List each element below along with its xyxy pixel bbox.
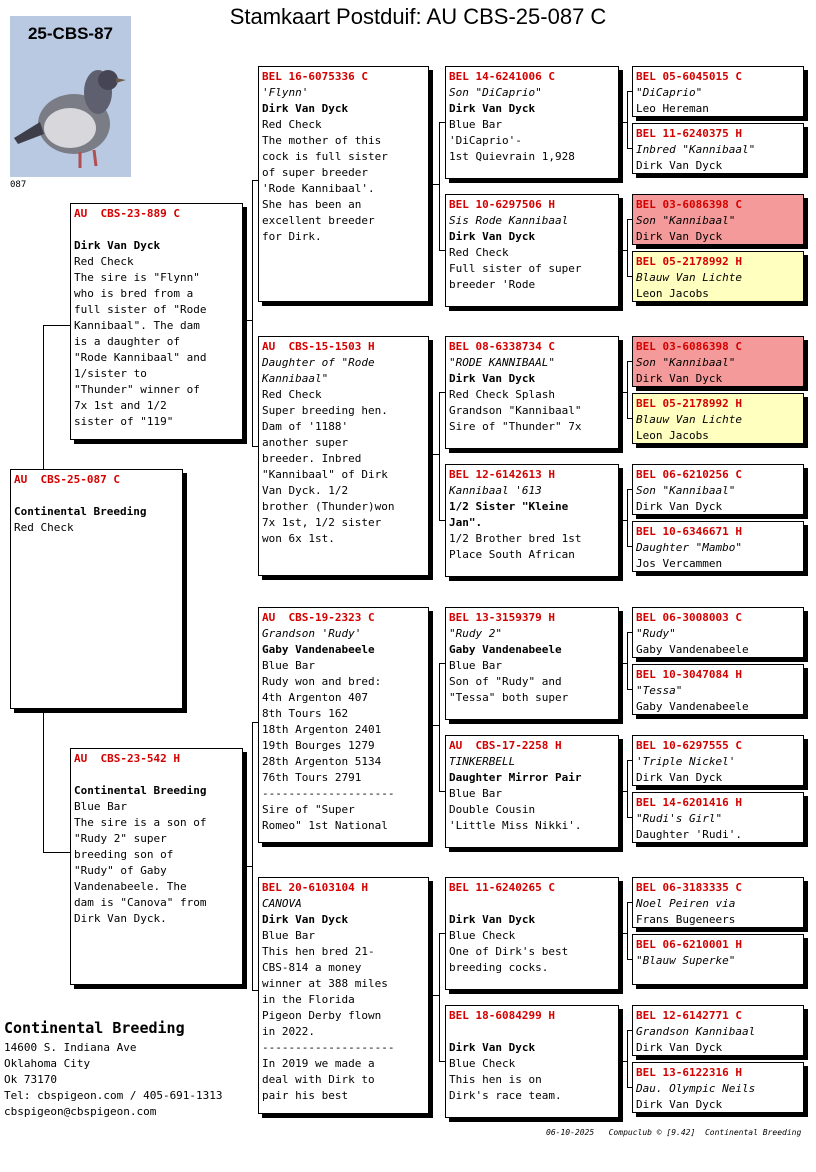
info-line: won 6x 1st. — [262, 532, 335, 545]
info-line: 7x 1st and 1/2 — [74, 399, 167, 412]
ring-number: BEL 14-6241006 C — [449, 70, 555, 83]
pigeon-name: Blauw Van Lichte — [636, 271, 742, 284]
connector-line — [627, 219, 628, 276]
ring-number: BEL 10-6297555 C — [636, 739, 742, 752]
ring-number: BEL 05-6045015 C — [636, 70, 742, 83]
connector-line — [432, 184, 439, 185]
pigeon-card-g1 — [632, 66, 804, 117]
pigeon-name: "Rudy" — [636, 627, 676, 640]
pigeon-breeder: Gaby Vandenabeele — [262, 643, 375, 656]
ring-number: BEL 10-6346671 H — [636, 525, 742, 538]
pigeon-name: Grandson 'Rudy' — [262, 627, 362, 640]
pigeon-name: Son "Kannibaal" — [636, 484, 736, 497]
pigeon-card-g7 — [632, 464, 804, 515]
info-line: Blue Check — [449, 929, 516, 942]
pigeon-name: "RODE KANNIBAAL" — [449, 356, 555, 369]
connector-line — [439, 663, 440, 791]
info-line: Dirk Van Dyck — [636, 159, 723, 172]
info-line: Jos Vercammen — [636, 557, 723, 570]
pigeon-card-ds — [258, 607, 429, 843]
connector-line — [627, 361, 628, 418]
info-line: Full sister of super — [449, 262, 582, 275]
pigeon-name: Blauw Van Lichte — [636, 413, 742, 426]
info-line: 7x 1st, 1/2 sister — [262, 516, 382, 529]
connector-line — [622, 663, 627, 664]
info-line: pair his best — [262, 1089, 349, 1102]
pigeon-breeder: Daughter Mirror Pair — [449, 771, 582, 784]
connector-line — [627, 632, 628, 689]
pigeon-card-g16 — [632, 1062, 804, 1113]
photo-ring-number: 087 — [10, 180, 27, 190]
info-line: 19th Bourges 1279 — [262, 739, 375, 752]
owner-address-2: Oklahoma City — [4, 1057, 91, 1070]
info-line: 'DiCaprio'- — [449, 134, 522, 147]
info-line: of super breeder — [262, 166, 368, 179]
connector-line — [43, 325, 70, 326]
ring-number: BEL 12-6142771 C — [636, 1009, 742, 1022]
pigeon-name: Inbred "Kannibaal" — [636, 143, 756, 156]
info-line: 28th Argenton 5134 — [262, 755, 382, 768]
info-line: Gaby Vandenabeele — [636, 700, 749, 713]
info-line: 8th Tours 162 — [262, 707, 349, 720]
pigeon-card-g6 — [632, 393, 804, 444]
footer: 06-10-2025 Compuclub © [9.42] Continental Breeding — [546, 1128, 802, 1137]
pigeon-card-ss — [258, 66, 429, 302]
pigeon-name: "Blauw Superke" — [636, 954, 736, 967]
connector-line — [43, 709, 44, 852]
ring-number: BEL 08-6338734 C — [449, 340, 555, 353]
ring-number: BEL 06-3008003 C — [636, 611, 742, 624]
info-line: Red Check — [74, 255, 134, 268]
pigeon-name: 'Triple Nickel' — [636, 755, 736, 768]
info-line: 1/2 Brother bred 1st — [449, 532, 582, 545]
info-line: -------------------- — [262, 787, 395, 800]
info-line: "Rudy" of Gaby — [74, 864, 167, 877]
info-line: Pigeon Derby flown — [262, 1009, 382, 1022]
info-line: Leon Jacobs — [636, 287, 709, 300]
info-line: The sire is a son of — [74, 816, 207, 829]
pigeon-card-sds — [445, 336, 619, 449]
pigeon-name: "Rudi's Girl" — [636, 812, 723, 825]
info-line: Dirk Van Dyck — [636, 230, 723, 243]
info-line: 'Little Miss Nikki'. — [449, 819, 582, 832]
pigeon-breeder: Gaby Vandenabeele — [449, 643, 562, 656]
info-line: breeding son of — [74, 848, 174, 861]
pigeon-name: 'Flynn' — [262, 86, 309, 99]
info-line: Red Check — [14, 521, 74, 534]
pigeon-card-g11 — [632, 735, 804, 786]
owner-address-1: 14600 S. Indiana Ave — [4, 1041, 137, 1054]
info-line: breeder 'Rode — [449, 278, 536, 291]
info-line: Super breeding hen. — [262, 404, 388, 417]
ring-number: AU CBS-23-889 C — [74, 207, 180, 220]
pigeon-card-g13 — [632, 877, 804, 928]
info-line: Red Check — [262, 388, 322, 401]
pigeon-card-sire — [70, 203, 243, 440]
pigeon-card-g10 — [632, 664, 804, 715]
ring-number: BEL 18-6084299 H — [449, 1009, 555, 1022]
connector-line — [627, 1030, 628, 1087]
pigeon-card-ddd — [445, 1005, 619, 1118]
ring-number: BEL 06-6210256 C — [636, 468, 742, 481]
pigeon-card-dam — [70, 748, 243, 985]
ring-number: AU CBS-17-2258 H — [449, 739, 562, 752]
ring-number: AU CBS-23-542 H — [74, 752, 180, 765]
info-line: cock is full sister — [262, 150, 388, 163]
connector-line — [245, 866, 252, 867]
info-line: Blue Bar — [449, 118, 502, 131]
pigeon-name — [449, 1024, 615, 1040]
connector-line — [627, 91, 628, 148]
connector-line — [252, 180, 253, 446]
info-line: Dirk Van Dyck — [636, 500, 723, 513]
info-line: Vandenabeele. The — [74, 880, 187, 893]
connector-line — [622, 392, 627, 393]
pigeon-breeder: 1/2 Sister "Kleine Jan". — [449, 500, 569, 529]
info-line: -------------------- — [262, 1041, 395, 1054]
ring-number: AU CBS-15-1503 H — [262, 340, 375, 353]
info-line: Sire of "Thunder" 7x — [449, 420, 582, 433]
ring-number: BEL 12-6142613 H — [449, 468, 555, 481]
pigeon-card-dsd — [445, 735, 619, 848]
ring-number: AU CBS-25-087 C — [14, 473, 120, 486]
info-line: Romeo" 1st National — [262, 819, 388, 832]
info-line: Frans Bugeneers — [636, 913, 736, 926]
info-line: Rudy won and bred: — [262, 675, 382, 688]
ring-number: BEL 03-6086398 C — [636, 340, 742, 353]
pigeon-breeder: Dirk Van Dyck — [449, 1041, 536, 1054]
connector-line — [627, 489, 628, 546]
pigeon-name — [74, 222, 239, 238]
info-line: 1st Quievrain 1,928 — [449, 150, 575, 163]
connector-line — [245, 320, 252, 321]
info-line: Dirk Van Dyck. — [74, 912, 167, 925]
connector-line — [622, 1061, 627, 1062]
ring-number: BEL 20-6103104 H — [262, 881, 368, 894]
info-line: Blue Bar — [449, 787, 502, 800]
connector-line — [622, 791, 627, 792]
info-line: Sire of "Super — [262, 803, 355, 816]
pigeon-card-sdd — [445, 464, 619, 577]
owner-tel: Tel: cbspigeon.com / 405-691-1313 — [4, 1089, 223, 1102]
pigeon-name: "DiCaprio" — [636, 86, 703, 99]
pigeon-breeder: Dirk Van Dyck — [74, 239, 161, 252]
ring-number: BEL 13-3159379 H — [449, 611, 555, 624]
pigeon-breeder: Continental Breeding — [74, 784, 207, 797]
pigeon-card-sd — [258, 336, 429, 576]
info-line: Van Dyck. 1/2 — [262, 484, 349, 497]
pigeon-card-g2 — [632, 123, 804, 174]
info-line: Place South African — [449, 548, 575, 561]
info-line: 'Rode Kannibaal'. — [262, 182, 375, 195]
info-line: in the Florida — [262, 993, 355, 1006]
connector-line — [622, 122, 627, 123]
info-line: The mother of this — [262, 134, 382, 147]
ring-number: BEL 11-6240265 C — [449, 881, 555, 894]
info-line: This hen bred 21- — [262, 945, 375, 958]
info-line: 4th Argenton 407 — [262, 691, 368, 704]
pigeon-name: Daughter "Mambo" — [636, 541, 742, 554]
info-line: brother (Thunder)won — [262, 500, 395, 513]
info-line: dam is "Canova" from — [74, 896, 207, 909]
info-line: 76th Tours 2791 — [262, 771, 362, 784]
pigeon-name: Son "Kannibaal" — [636, 356, 736, 369]
pigeon-name: "Rudy 2" — [449, 627, 502, 640]
info-line: Blue Check — [449, 1057, 516, 1070]
info-line: Red Check Splash — [449, 388, 555, 401]
pigeon-card-g5 — [632, 336, 804, 387]
info-line: "Rode Kannibaal" and — [74, 351, 207, 364]
info-line: Kannibaal". The dam — [74, 319, 200, 332]
connector-line — [439, 122, 440, 250]
info-line: Dam of '1188' — [262, 420, 349, 433]
info-line: "Kannibaal" of Dirk — [262, 468, 388, 481]
connector-line — [432, 454, 439, 455]
owner-info — [4, 1018, 223, 1120]
info-line: Grandson "Kannibaal" — [449, 404, 582, 417]
info-line: for Dirk. — [262, 230, 322, 243]
pigeon-card-g4 — [632, 251, 804, 302]
connector-line — [432, 725, 439, 726]
ring-number: BEL 13-6122316 H — [636, 1066, 742, 1079]
info-line: She has been an — [262, 198, 362, 211]
info-line: breeder. Inbred — [262, 452, 362, 465]
info-line: CBS-814 a money — [262, 961, 362, 974]
pigeon-card-ssd — [445, 194, 619, 307]
photo-ring-label: 25-CBS-87 — [27, 24, 114, 43]
pigeon-name: Noel Peiren via — [636, 897, 736, 910]
info-line: The sire is "Flynn" — [74, 271, 200, 284]
info-line: full sister of "Rode — [74, 303, 207, 316]
connector-line — [622, 250, 627, 251]
pigeon-name: "Tessa" — [636, 684, 683, 697]
info-line: Blue Bar — [262, 659, 315, 672]
pigeon-breeder: Dirk Van Dyck — [449, 372, 536, 385]
connector-line — [439, 933, 440, 1061]
info-line: another super — [262, 436, 349, 449]
info-line: This hen is on — [449, 1073, 542, 1086]
info-line: Red Check — [449, 246, 509, 259]
ring-number: BEL 05-2178992 H — [636, 255, 742, 268]
info-line: Dirk Van Dyck — [636, 1098, 723, 1111]
connector-line — [622, 933, 627, 934]
info-line: Dirk Van Dyck — [636, 372, 723, 385]
connector-line — [627, 902, 628, 959]
info-line: Dirk's race team. — [449, 1089, 562, 1102]
info-line: Son of "Rudy" and — [449, 675, 562, 688]
info-line: deal with Dirk to — [262, 1073, 375, 1086]
info-line: Blue Bar — [262, 929, 315, 942]
info-line: is a daughter of — [74, 335, 180, 348]
connector-line — [252, 722, 253, 990]
pigeon-name: Son "DiCaprio" — [449, 86, 542, 99]
info-line: 18th Argenton 2401 — [262, 723, 382, 736]
pigeon-name: Daughter of "Rode Kannibaal" — [262, 356, 375, 385]
pigeon-name — [14, 488, 179, 504]
ring-number: BEL 05-2178992 H — [636, 397, 742, 410]
pigeon-card-g3 — [632, 194, 804, 245]
info-line: Blue Bar — [74, 800, 127, 813]
pigeon-card-g12 — [632, 792, 804, 843]
connector-line — [622, 520, 627, 521]
connector-line — [43, 325, 44, 469]
info-line: who is bred from a — [74, 287, 194, 300]
pigeon-name: Kannibaal '613 — [449, 484, 542, 497]
ring-number: AU CBS-19-2323 C — [262, 611, 375, 624]
info-line: breeding cocks. — [449, 961, 549, 974]
info-line: in 2022. — [262, 1025, 315, 1038]
pigeon-card-g8 — [632, 521, 804, 572]
pigeon-photo — [10, 16, 131, 177]
pigeon-card-dss — [445, 607, 619, 720]
pigeon-card-g15 — [632, 1005, 804, 1056]
info-line: Leo Hereman — [636, 102, 709, 115]
ring-number: BEL 10-6297506 H — [449, 198, 555, 211]
connector-line — [627, 760, 628, 817]
info-line: "Tessa" both super — [449, 691, 569, 704]
pigeon-name — [449, 896, 615, 912]
pigeon-name: Dau. Olympic Neils — [636, 1082, 756, 1095]
pigeon-card-g9 — [632, 607, 804, 658]
pigeon-card-dds — [445, 877, 619, 990]
pigeon-name: Sis Rode Kannibaal — [449, 214, 569, 227]
ring-number: BEL 14-6201416 H — [636, 796, 742, 809]
page-title: Stamkaart Postduif: AU CBS-25-087 C — [229, 4, 607, 29]
pigeon-breeder: Continental Breeding — [14, 505, 147, 518]
connector-line — [439, 392, 440, 520]
info-line: One of Dirk's best — [449, 945, 569, 958]
owner-email: cbspigeon@cbspigeon.com — [4, 1105, 157, 1118]
info-line: Gaby Vandenabeele — [636, 643, 749, 656]
info-line: Blue Bar — [449, 659, 502, 672]
info-line: In 2019 we made a — [262, 1057, 375, 1070]
info-line: Daughter 'Rudi'. — [636, 828, 742, 841]
info-line: "Thunder" winner of — [74, 383, 200, 396]
pigeon-card-g14 — [632, 934, 804, 985]
pigeon-name: CANOVA — [262, 897, 302, 910]
info-line: excellent breeder — [262, 214, 375, 227]
info-line: Red Check — [262, 118, 322, 131]
pigeon-breeder: Dirk Van Dyck — [449, 230, 536, 243]
connector-line — [43, 852, 70, 853]
ring-number: BEL 16-6075336 C — [262, 70, 368, 83]
ring-number: BEL 06-6210001 H — [636, 938, 742, 951]
pigeon-name — [74, 767, 239, 783]
ring-number: BEL 03-6086398 C — [636, 198, 742, 211]
pigeon-breeder: Dirk Van Dyck — [262, 102, 349, 115]
pigeon-name: TINKERBELL — [449, 755, 516, 768]
pigeon-card-sss — [445, 66, 619, 179]
pigeon-breeder: Dirk Van Dyck — [262, 913, 349, 926]
ring-number: BEL 10-3047084 H — [636, 668, 742, 681]
pigeon-name: Son "Kannibaal" — [636, 214, 736, 227]
pigeon-card-subject — [10, 469, 183, 709]
owner-name: Continental Breeding — [4, 1019, 185, 1037]
ring-number: BEL 06-3183335 C — [636, 881, 742, 894]
info-line: 1/sister to — [74, 367, 147, 380]
pigeon-breeder: Dirk Van Dyck — [449, 102, 536, 115]
owner-address-3: Ok 73170 — [4, 1073, 57, 1086]
info-line: Dirk Van Dyck — [636, 1041, 723, 1054]
pigeon-breeder: Dirk Van Dyck — [449, 913, 536, 926]
info-line: Dirk Van Dyck — [636, 771, 723, 784]
ring-number: BEL 11-6240375 H — [636, 127, 742, 140]
pigeon-card-dd — [258, 877, 429, 1114]
info-line: sister of "119" — [74, 415, 174, 428]
connector-line — [432, 995, 439, 996]
info-line: "Rudy 2" super — [74, 832, 167, 845]
pigeon-name: Grandson Kannibaal — [636, 1025, 756, 1038]
info-line: winner at 388 miles — [262, 977, 388, 990]
info-line: Leon Jacobs — [636, 429, 709, 442]
info-line: Double Cousin — [449, 803, 536, 816]
